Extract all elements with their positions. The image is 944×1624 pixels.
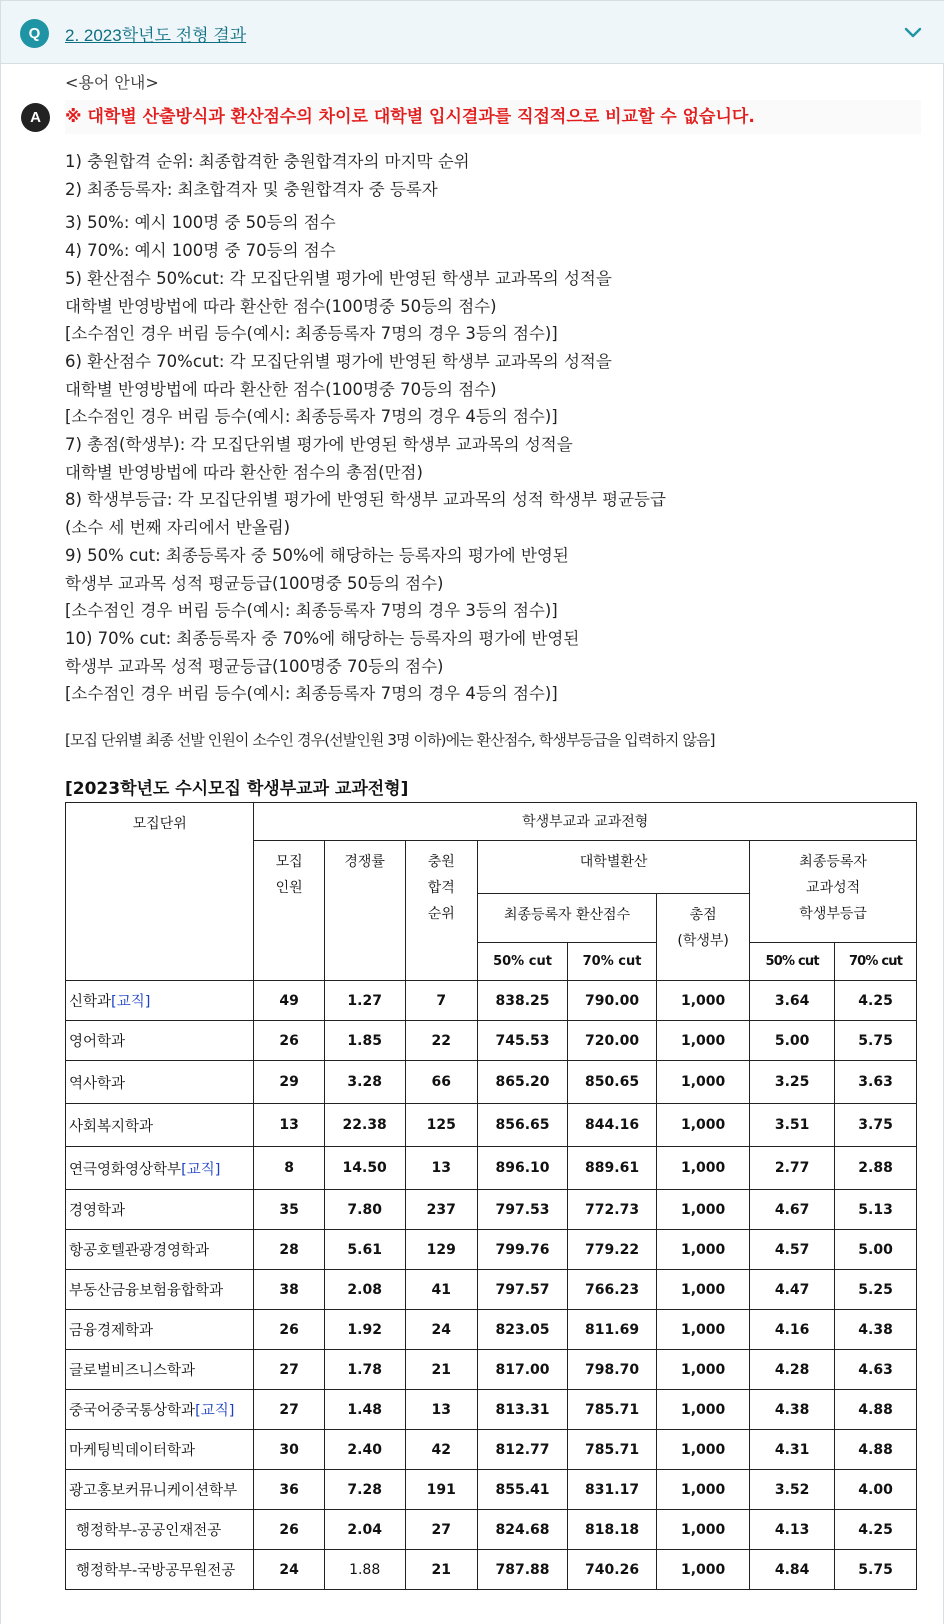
cell-total: 1,000	[657, 1230, 750, 1270]
cell-s70: 818.18	[568, 1510, 657, 1550]
cell-rank: 22	[405, 1021, 477, 1061]
cell-g50: 4.38	[750, 1390, 835, 1430]
cell-s50: 787.88	[477, 1550, 567, 1590]
cell-s70: 811.69	[568, 1310, 657, 1350]
unit-name-cell	[66, 1510, 254, 1550]
cell-rank: 13	[405, 1390, 477, 1430]
results-table	[65, 802, 917, 1590]
header-quota: 모집 인원	[254, 841, 324, 981]
definition-line: [소수점인 경우 버림 등수(예시: 최종등록자 7명의 경우 3등의 점수)]	[65, 324, 558, 344]
cell-rank: 27	[405, 1510, 477, 1550]
header-total: 총점 (학생부)	[657, 894, 750, 981]
definition-line: 5) 환산점수 50%cut: 각 모집단위별 평가에 반영된 학생부 교과목의 성적을	[65, 268, 612, 288]
unit-name-cell	[66, 1021, 254, 1061]
header-rank: 충원 합격 순위	[405, 841, 477, 981]
teaching-tag: [교직]	[111, 994, 151, 1011]
cell-s50: 745.53	[477, 1021, 567, 1061]
cell-g50: 4.13	[750, 1510, 835, 1550]
cell-rank: 21	[405, 1550, 477, 1590]
cell-rate: 14.50	[324, 1147, 405, 1190]
cell-rate: 2.08	[324, 1270, 405, 1310]
definition-line: 1) 충원합격 순위: 최종합격한 충원합격자의 마지막 순위	[65, 152, 470, 171]
unit-name-cell	[66, 1310, 254, 1350]
header-conversion-score: 최종등록자 환산점수	[477, 894, 656, 943]
cell-quota: 8	[254, 1147, 324, 1190]
unit-name: 행정학부-국방공무원전공	[76, 1563, 236, 1580]
cell-g70: 4.38	[835, 1310, 917, 1350]
cell-s50: 812.77	[477, 1430, 567, 1470]
input-note: [모집 단위별 최종 선발 인원이 소수인 경우(선발인원 3명 이하)에는 환산점수, 학생부등급을 입력하지 않음]	[65, 731, 715, 750]
cell-rank: 125	[405, 1104, 477, 1147]
unit-name: 경영학과	[69, 1203, 126, 1220]
unit-name: 광고홍보커뮤니케이션학부	[69, 1483, 238, 1500]
results-table-body	[66, 981, 917, 1590]
header-conversion: 대학별환산	[477, 841, 749, 894]
cell-total: 1,000	[657, 1310, 750, 1350]
definition-line: 8) 학생부등급: 각 모집단위별 평가에 반영된 학생부 교과목의 성적 학생부 평균등급	[65, 490, 666, 510]
header-final-grade: 최종등록자 교과성적 학생부등급	[750, 841, 917, 943]
cell-g50: 4.47	[750, 1270, 835, 1310]
unit-name: 글로벌비즈니스학과	[69, 1363, 196, 1380]
cell-s70: 785.71	[568, 1390, 657, 1430]
table-row	[66, 1470, 917, 1510]
cell-rate: 1.85	[324, 1021, 405, 1061]
cell-s50: 823.05	[477, 1310, 567, 1350]
definition-line: 대학별 반영방법에 따라 환산한 점수의 총점(만점)	[65, 462, 423, 482]
cell-quota: 27	[254, 1350, 324, 1390]
unit-name: 연극영화영상학부	[69, 1161, 182, 1178]
table-row	[66, 1061, 917, 1104]
header-score-50: 50% cut	[477, 943, 567, 981]
cell-rate: 1.78	[324, 1350, 405, 1390]
definition-line: (소수 세 번째 자리에서 반올림)	[65, 518, 291, 538]
cell-rate: 1.48	[324, 1390, 405, 1430]
cell-g50: 3.25	[750, 1061, 835, 1104]
unit-name-cell	[66, 1470, 254, 1510]
cell-g70: 4.25	[835, 981, 917, 1021]
cell-rank: 66	[405, 1061, 477, 1104]
unit-name: 신학과	[69, 994, 112, 1011]
cell-g50: 3.51	[750, 1104, 835, 1147]
question-badge: Q	[20, 19, 49, 48]
table-row	[66, 1390, 917, 1430]
cell-s50: 838.25	[477, 981, 567, 1021]
cell-g50: 4.67	[750, 1190, 835, 1230]
cell-g50: 4.31	[750, 1430, 835, 1470]
cell-g70: 5.75	[835, 1550, 917, 1590]
unit-name-cell	[66, 1270, 254, 1310]
cell-s70: 720.00	[568, 1021, 657, 1061]
definition-line: [소수점인 경우 버림 등수(예시: 최종등록자 7명의 경우 4등의 점수)]	[65, 407, 558, 427]
cell-g70: 5.75	[835, 1021, 917, 1061]
cell-s70: 772.73	[568, 1190, 657, 1230]
cell-quota: 30	[254, 1430, 324, 1470]
table-row	[66, 1550, 917, 1590]
cell-total: 1,000	[657, 1510, 750, 1550]
cell-s70: 740.26	[568, 1550, 657, 1590]
table-row	[66, 1510, 917, 1550]
unit-name-cell	[66, 981, 254, 1021]
cell-g70: 4.88	[835, 1390, 917, 1430]
cell-g70: 4.25	[835, 1510, 917, 1550]
unit-name-cell	[66, 1350, 254, 1390]
definition-line: 7) 총점(학생부): 각 모집단위별 평가에 반영된 학생부 교과목의 성적을	[65, 435, 573, 455]
table-row	[66, 1350, 917, 1390]
table-title: [2023학년도 수시모집 학생부교과 교과전형]	[65, 779, 409, 800]
table-row	[66, 981, 917, 1021]
cell-rate: 7.80	[324, 1190, 405, 1230]
cell-s50: 896.10	[477, 1147, 567, 1190]
unit-name: 부동산금융보험융합학과	[69, 1283, 224, 1300]
definition-line: 학생부 교과목 성적 평균등급(100명중 50등의 점수)	[65, 573, 444, 593]
cell-quota: 35	[254, 1190, 324, 1230]
unit-name-cell	[66, 1190, 254, 1230]
cell-g50: 3.52	[750, 1470, 835, 1510]
cell-total: 1,000	[657, 1104, 750, 1147]
answer-badge: A	[21, 103, 50, 132]
cell-rank: 24	[405, 1310, 477, 1350]
table-row	[66, 1430, 917, 1470]
cell-rank: 191	[405, 1470, 477, 1510]
definition-line: [소수점인 경우 버림 등수(예시: 최종등록자 7명의 경우 4등의 점수)]	[65, 684, 558, 704]
answer-content	[65, 70, 921, 1590]
cell-quota: 13	[254, 1104, 324, 1147]
table-row	[66, 1147, 917, 1190]
question-header[interactable]	[1, 0, 944, 64]
definition-line: 학생부 교과목 성적 평균등급(100명중 70등의 점수)	[65, 656, 444, 676]
unit-name: 마케팅빅데이터학과	[69, 1443, 196, 1460]
definition-line: 10) 70% cut: 최종등록자 중 70%에 해당하는 등록자의 평가에 반영된	[65, 628, 580, 648]
cell-total: 1,000	[657, 1430, 750, 1470]
table-row	[66, 1190, 917, 1230]
cell-rate: 1.92	[324, 1310, 405, 1350]
unit-name-cell	[66, 1104, 254, 1147]
cell-quota: 26	[254, 1510, 324, 1550]
unit-name-cell	[66, 1230, 254, 1270]
cell-s50: 797.53	[477, 1190, 567, 1230]
cell-rate: 22.38	[324, 1104, 405, 1147]
header-grade-50: 50% cut	[750, 943, 835, 981]
cell-g70: 4.00	[835, 1470, 917, 1510]
header-unit: 모집단위	[66, 803, 254, 981]
cell-rank: 7	[405, 981, 477, 1021]
cell-g70: 3.63	[835, 1061, 917, 1104]
cell-rate: 1.27	[324, 981, 405, 1021]
unit-name-cell	[66, 1390, 254, 1430]
cell-s50: 824.68	[477, 1510, 567, 1550]
cell-g50: 4.57	[750, 1230, 835, 1270]
cell-g50: 2.77	[750, 1147, 835, 1190]
cell-s70: 790.00	[568, 981, 657, 1021]
cell-s70: 766.23	[568, 1270, 657, 1310]
cell-s70: 779.22	[568, 1230, 657, 1270]
cell-rank: 237	[405, 1190, 477, 1230]
unit-name: 중국어중국통상학과	[69, 1403, 196, 1420]
cell-g50: 4.84	[750, 1550, 835, 1590]
table-row	[66, 1310, 917, 1350]
cell-total: 1,000	[657, 1021, 750, 1061]
cell-total: 1,000	[657, 1147, 750, 1190]
cell-total: 1,000	[657, 1470, 750, 1510]
definition-line: 대학별 반영방법에 따라 환산한 점수(100명중 50등의 점수)	[65, 296, 497, 316]
header-score-70: 70% cut	[568, 943, 657, 981]
cell-s50: 856.65	[477, 1104, 567, 1147]
cell-g70: 5.00	[835, 1230, 917, 1270]
cell-g50: 4.16	[750, 1310, 835, 1350]
cell-rate: 2.40	[324, 1430, 405, 1470]
cell-g50: 3.64	[750, 981, 835, 1021]
cell-s50: 855.41	[477, 1470, 567, 1510]
cell-s50: 817.00	[477, 1350, 567, 1390]
cell-g70: 4.63	[835, 1350, 917, 1390]
header-grade-70: 70% cut	[835, 943, 917, 981]
cell-s70: 889.61	[568, 1147, 657, 1190]
cell-total: 1,000	[657, 981, 750, 1021]
header-group: 학생부교과 교과전형	[254, 803, 917, 841]
definition-line: 2) 최종등록자: 최초합격자 및 충원합격자 중 등록자	[65, 179, 438, 199]
cell-rate: 7.28	[324, 1470, 405, 1510]
guide-title: <용어 안내>	[65, 73, 159, 92]
definition-line: 3) 50%: 예시 100명 중 50등의 점수	[65, 213, 336, 233]
cell-s70: 831.17	[568, 1470, 657, 1510]
cell-g50: 5.00	[750, 1021, 835, 1061]
cell-total: 1,000	[657, 1390, 750, 1430]
table-row	[66, 1104, 917, 1147]
cell-quota: 26	[254, 1021, 324, 1061]
unit-name: 항공호텔관광경영학과	[69, 1243, 210, 1260]
cell-s50: 813.31	[477, 1390, 567, 1430]
cell-s70: 844.16	[568, 1104, 657, 1147]
cell-quota: 24	[254, 1550, 324, 1590]
table-row	[66, 1270, 917, 1310]
definition-line: [소수점인 경우 버림 등수(예시: 최종등록자 7명의 경우 3등의 점수)]	[65, 601, 558, 621]
cell-s70: 850.65	[568, 1061, 657, 1104]
unit-name-cell	[66, 1147, 254, 1190]
cell-rank: 129	[405, 1230, 477, 1270]
cell-total: 1,000	[657, 1550, 750, 1590]
cell-s50: 865.20	[477, 1061, 567, 1104]
unit-name-cell	[66, 1061, 254, 1104]
cell-rate: 3.28	[324, 1061, 405, 1104]
cell-quota: 27	[254, 1390, 324, 1430]
cell-quota: 28	[254, 1230, 324, 1270]
definition-line: 대학별 반영방법에 따라 환산한 점수(100명중 70등의 점수)	[65, 379, 497, 399]
unit-name: 금융경제학과	[69, 1323, 154, 1340]
definition-line: 9) 50% cut: 최종등록자 중 50%에 해당하는 등록자의 평가에 반영된	[65, 545, 569, 565]
cell-s50: 797.57	[477, 1270, 567, 1310]
cell-quota: 49	[254, 981, 324, 1021]
unit-name: 역사학과	[69, 1075, 126, 1092]
cell-rate: 1.88	[324, 1550, 405, 1590]
cell-rank: 13	[405, 1147, 477, 1190]
unit-name-cell	[66, 1550, 254, 1590]
unit-name: 영어학과	[69, 1034, 126, 1051]
cell-g70: 5.13	[835, 1190, 917, 1230]
teaching-tag: [교직]	[195, 1403, 235, 1420]
definition-line: 4) 70%: 예시 100명 중 70등의 점수	[65, 241, 336, 261]
teaching-tag: [교직]	[181, 1161, 221, 1178]
warning-notice: ※ 대학별 산출방식과 환산점수의 차이로 대학별 입시결과를 직접적으로 비교할 수 없습니다.	[65, 100, 921, 134]
table-row	[66, 1021, 917, 1061]
cell-g70: 2.88	[835, 1147, 917, 1190]
cell-total: 1,000	[657, 1270, 750, 1310]
cell-quota: 26	[254, 1310, 324, 1350]
table-row	[66, 1230, 917, 1270]
unit-name-cell	[66, 1430, 254, 1470]
cell-g70: 5.25	[835, 1270, 917, 1310]
cell-total: 1,000	[657, 1190, 750, 1230]
cell-g70: 3.75	[835, 1104, 917, 1147]
unit-name: 행정학부-공공인재전공	[76, 1523, 222, 1540]
cell-s70: 798.70	[568, 1350, 657, 1390]
cell-total: 1,000	[657, 1061, 750, 1104]
question-title-link[interactable]: 2. 2023학년도 전형 결과	[65, 26, 247, 45]
cell-quota: 36	[254, 1470, 324, 1510]
cell-rate: 5.61	[324, 1230, 405, 1270]
unit-name: 사회복지학과	[69, 1118, 154, 1135]
header-rate: 경쟁률	[324, 841, 405, 981]
cell-quota: 29	[254, 1061, 324, 1104]
cell-rank: 42	[405, 1430, 477, 1470]
definition-list	[65, 148, 921, 708]
cell-quota: 38	[254, 1270, 324, 1310]
cell-rate: 2.04	[324, 1510, 405, 1550]
cell-g50: 4.28	[750, 1350, 835, 1390]
cell-g70: 4.88	[835, 1430, 917, 1470]
definition-line: 6) 환산점수 70%cut: 각 모집단위별 평가에 반영된 학생부 교과목의 성적을	[65, 351, 612, 371]
cell-rank: 41	[405, 1270, 477, 1310]
cell-s70: 785.71	[568, 1430, 657, 1470]
cell-s50: 799.76	[477, 1230, 567, 1270]
cell-total: 1,000	[657, 1350, 750, 1390]
chevron-down-icon[interactable]	[903, 23, 923, 43]
cell-rank: 21	[405, 1350, 477, 1390]
